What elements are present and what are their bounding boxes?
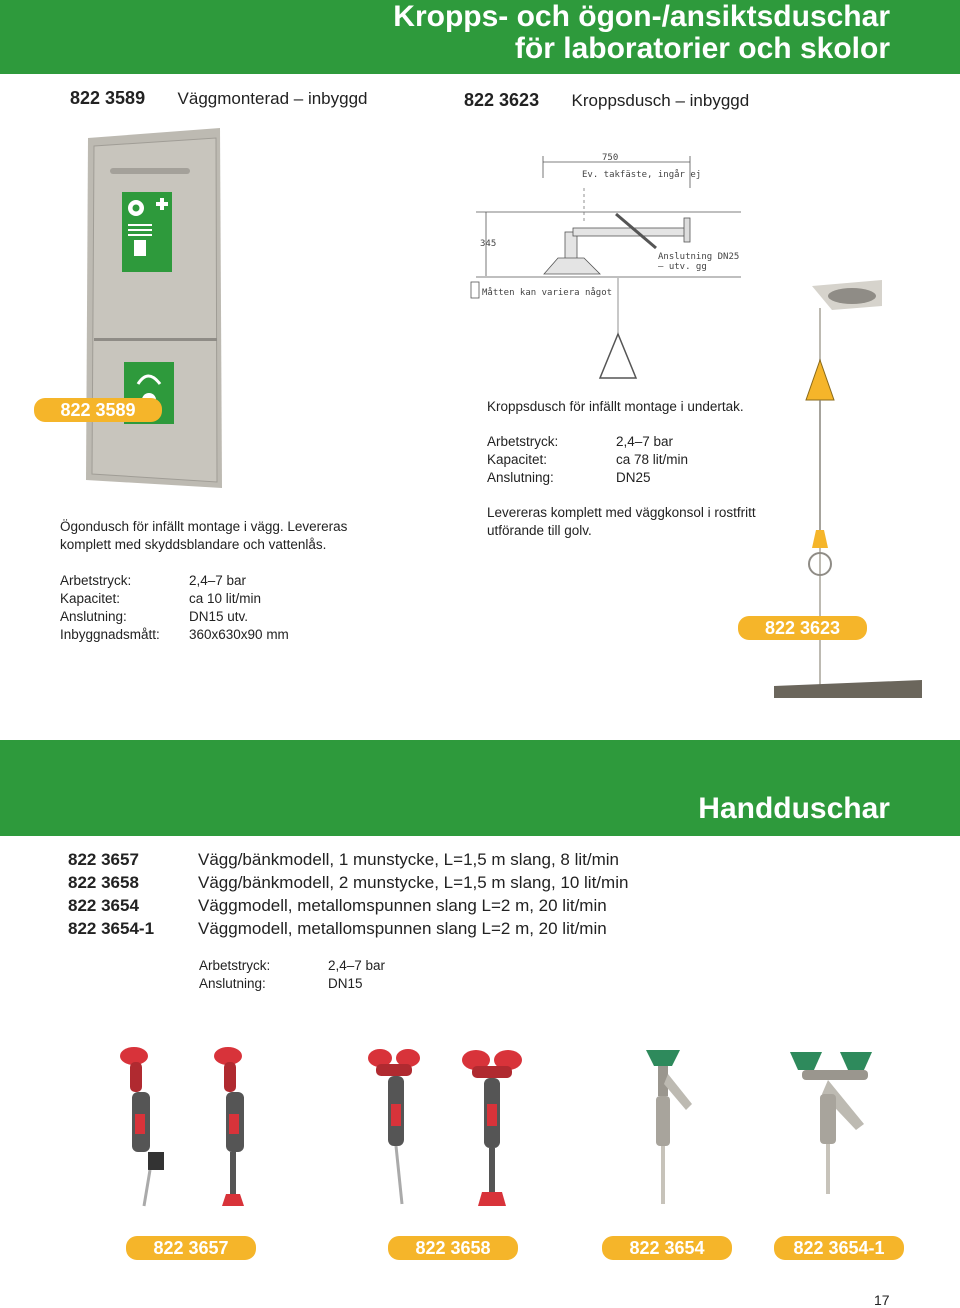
item-desc: Vägg/bänkmodell, 2 munstycke, L=1,5 m slang, 10 lit/min xyxy=(198,873,629,892)
spec-label: Inbyggnadsmått: xyxy=(60,627,160,642)
connection-note-line2: – utv. gg xyxy=(658,262,707,272)
hand-shower-3658-image xyxy=(362,1044,432,1209)
spec-label: Arbetstryck: xyxy=(60,573,132,588)
spec-value: ca 78 lit/min xyxy=(616,452,689,467)
hand-badge-3658: 822 3658 xyxy=(388,1236,518,1260)
spec-label: Arbetstryck: xyxy=(487,434,559,449)
dimension-height-label: 345 xyxy=(480,239,497,249)
product-a-specs xyxy=(60,572,289,644)
variance-note: Måtten kan variera något xyxy=(482,288,613,298)
item-code: 822 3657 xyxy=(68,850,139,869)
spec-value: 360x630x90 mm xyxy=(189,627,289,642)
product-b-name: Kroppsdusch – inbyggd xyxy=(571,91,750,110)
hand-section-title: Handduschar xyxy=(698,792,890,825)
spec-label: Anslutning: xyxy=(199,976,266,991)
hand-shower-3654-1-image xyxy=(784,1044,884,1209)
ceiling-note: Ev. takfäste, ingår ej xyxy=(582,170,702,180)
hand-specs xyxy=(199,957,385,993)
connection-note-line1: Anslutning DN25 xyxy=(658,252,740,262)
product-a-heading xyxy=(70,88,368,109)
product-b-description: Kroppsdusch för infällt montage i undertak. xyxy=(487,399,744,414)
page-title-line2: för laboratorier och skolor xyxy=(514,32,890,65)
hand-shower-3657-image xyxy=(110,1044,180,1209)
page-number: 17 xyxy=(874,1292,890,1308)
hand-shower-3658b-image xyxy=(454,1044,534,1209)
list-item xyxy=(68,896,607,919)
product-b-badge: 822 3623 xyxy=(738,616,867,640)
spec-value: 2,4–7 bar xyxy=(616,434,674,449)
spec-value: DN15 utv. xyxy=(189,609,249,624)
item-code: 822 3654-1 xyxy=(68,919,155,938)
product-b-code: 822 3623 xyxy=(464,90,540,110)
item-code: 822 3654 xyxy=(68,896,139,915)
item-desc: Vägg/bänkmodell, 1 munstycke, L=1,5 m slang, 8 lit/min xyxy=(198,850,619,869)
item-desc: Väggmodell, metallomspunnen slang L=2 m, 20 lit/min xyxy=(198,896,607,915)
dimension-diagram xyxy=(466,148,766,388)
hand-shower-3654-image xyxy=(638,1044,708,1209)
wall-cabinet-image xyxy=(80,128,230,490)
spec-label: Arbetstryck: xyxy=(199,958,271,973)
product-b-heading xyxy=(464,90,749,111)
spec-value: DN25 xyxy=(616,470,651,485)
spec-label: Kapacitet: xyxy=(487,452,548,467)
spec-value: 2,4–7 bar xyxy=(189,573,247,588)
dimension-width-label: 750 xyxy=(602,153,619,163)
product-b-specs xyxy=(487,433,688,487)
product-b-delivery: Levereras komplett med väggkonsol i rostfritt utförande till golv. xyxy=(487,505,756,538)
spec-value: 2,4–7 bar xyxy=(328,958,386,973)
hand-badge-3654-1: 822 3654-1 xyxy=(774,1236,904,1260)
hand-badge-3654: 822 3654 xyxy=(602,1236,732,1260)
list-item xyxy=(68,850,619,873)
hand-shower-3657b-image xyxy=(206,1044,266,1209)
item-desc: Väggmodell, metallomspunnen slang L=2 m, 20 lit/min xyxy=(198,919,607,938)
spec-label: Anslutning: xyxy=(487,470,554,485)
hand-badge-3657: 822 3657 xyxy=(126,1236,256,1260)
list-item xyxy=(68,919,607,942)
list-item xyxy=(68,873,628,896)
product-a-description: Ögondusch för infällt montage i vägg. Levereras komplett med skyddsblandare och vattenlås. xyxy=(60,519,348,552)
spec-label: Kapacitet: xyxy=(60,591,121,606)
product-a-name: Väggmonterad – inbyggd xyxy=(177,89,368,108)
page-title-line1: Kropps- och ögon-/ansiktsduschar xyxy=(393,0,890,33)
spec-label: Anslutning: xyxy=(60,609,127,624)
item-code: 822 3658 xyxy=(68,873,139,892)
product-a-badge: 822 3589 xyxy=(34,398,162,422)
spec-value: DN15 xyxy=(328,976,363,991)
product-a-code: 822 3589 xyxy=(70,88,146,108)
spec-value: ca 10 lit/min xyxy=(189,591,262,606)
